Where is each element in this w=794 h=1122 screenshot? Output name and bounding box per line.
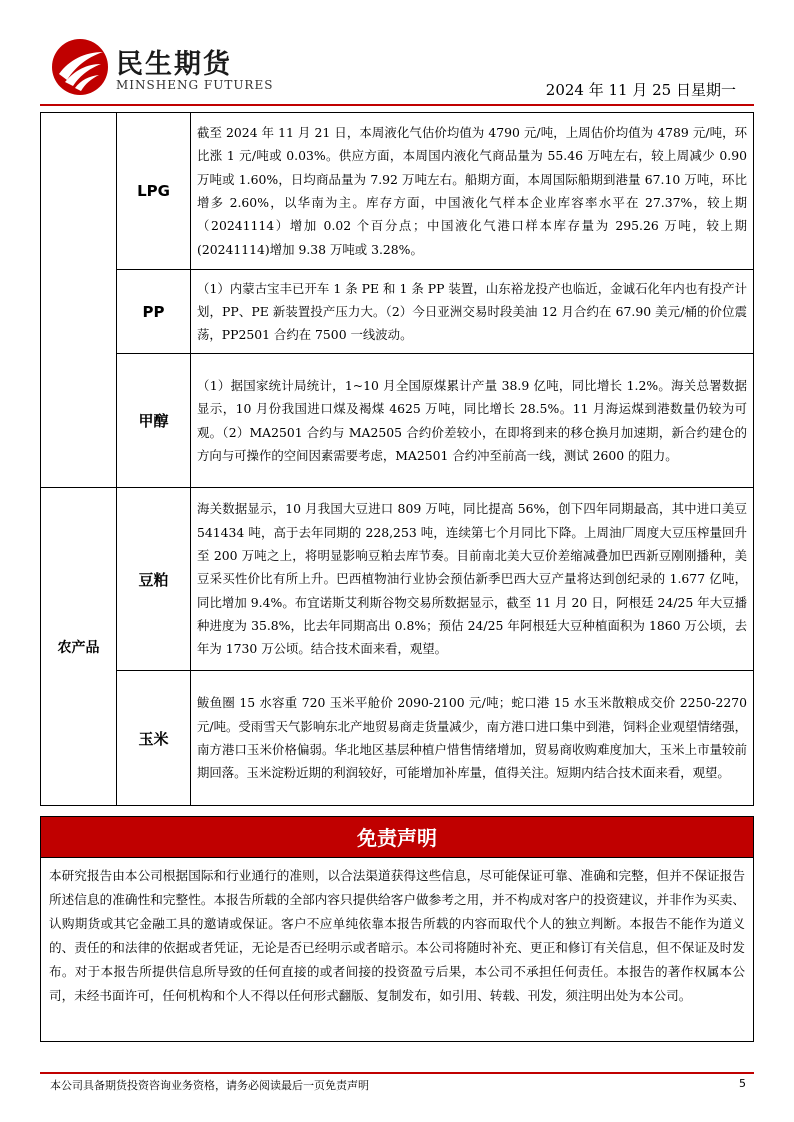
disclaimer-title: 免责声明 [40,816,754,858]
content-pp: （1）内蒙古宝丰已开车 1 条 PE 和 1 条 PP 装置，山东裕龙投产也临近，金诚石化年内也有投产计划，PP、PE 新装置投产压力大。（2）今日亚洲交易时段美油 12 月合约在 67.90 美元/桶的价位震荡，PP2501 合约在 7500 一线波动。 [191,270,754,354]
logo-text-en: MINSHENG FUTURES [116,78,274,92]
footer-note: 本公司具备期货投资咨询业务资格，请务必阅读最后一页免责声明 [50,1079,369,1092]
page-header [0,0,794,108]
category-agri: 农产品 [41,488,117,806]
header-divider [40,104,754,106]
content-soymeal: 海关数据显示，10 月我国大豆进口 809 万吨，同比提高 56%，创下四年同期最高，其中进口美豆 541434 吨，高于去年同期的 228,253 吨，连续第七个月同比下降。上周油厂周度大豆压榨量回升至 200 万吨之上，将明显影响豆粕去库节奏。目前南北美大豆价差缩减叠加巴西新豆刚刚播种，美豆采买性价比有所上升。巴西植物油行业协会预估新季巴西大豆产量将达到创纪录的 1.677 亿吨，同比增加 9.4%。布宜诺斯艾利斯谷物交易所数据显示，截至 11 月 20 日，阿根廷 24/25 年大豆播种进度为 35.8%，比去年同期高出 0.8%；预估 24/25 年阿根廷大豆种植面积为 1860 万公顷，去年为 1730 万公顷。结合技术面来看，观望。 [191,488,754,671]
product-soymeal: 豆粕 [117,488,191,671]
table-row [41,354,754,488]
product-methanol: 甲醇 [117,354,191,488]
minsheng-logo-icon [51,38,109,96]
report-date: 2024 年 11 月 25 日星期一 [545,81,736,99]
page-number: 5 [739,1077,746,1090]
product-pp: PP [117,270,191,354]
table-row [41,488,754,671]
content-methanol: （1）据国家统计局统计，1~10 月全国原煤累计产量 38.9 亿吨，同比增长 1.2%。海关总署数据显示，10 月份我国进口煤及褐煤 4625 万吨，同比增长 28.5%。11 月海运煤到港数量仍较为可观。（2）MA2501 合约与 MA2505 合约价差较小，在即将到来的移仓换月加速期，新合约建仓的方向与可操作的空间因素需要考虑，MA2501 合约冲至前高一线，测试 2600 的阻力。 [191,354,754,488]
commodity-table [40,112,754,806]
disclaimer-body: 本研究报告由本公司根据国际和行业通行的准则，以合法渠道获得这些信息，尽可能保证可靠、准确和完整，但并不保证报告所述信息的准确性和完整性。本报告所载的全部内容只提供给客户做参考之用，并不构成对客户的投资建议，并非作为买卖、认购期货或其它金融工具的邀请或保证。客户不应单纯依靠本报告所载的内容而取代个人的独立判断。本报告不能作为道义的、责任的和法律的依据或者凭证，无论是否已经明示或者暗示。本公司将随时补充、更正和修订有关信息，但不保证及时发布。对于本报告所提供信息所导致的任何直接的或者间接的投资盈亏后果，本公司不承担任何责任。本报告的著作权属本公司，未经书面许可，任何机构和个人不得以任何形式翻版、复制发布，如引用、转载、刊发，须注明出处为本公司。 [40,858,754,1042]
table-row [41,113,754,270]
product-corn: 玉米 [117,671,191,806]
category-cell [41,113,117,488]
content-corn: 鲅鱼圈 15 水容重 720 玉米平舱价 2090-2100 元/吨；蛇口港 15 水玉米散粮成交价 2250-2270 元/吨。受雨雪天气影响东北产地贸易商走货量减少，南方港口进口集中到港，饲料企业观望情绪强，南方港口玉米价格偏弱。华北地区基层种植户惜售情绪增加，贸易商收购难度加大，玉米上市量较前期回落。玉米淀粉近期的利润较好，可能增加补库量，值得关注。短期内结合技术面来看，观望。 [191,671,754,806]
table-row [41,671,754,806]
content-lpg: 截至 2024 年 11 月 21 日，本周液化气估价均值为 4790 元/吨，上周估价均值为 4789 元/吨，环比涨 1 元/吨或 0.03%。供应方面，本周国内液化气商品量为 55.46 万吨左右，较上周减少 0.90 万吨或 1.60%，日均商品量为 7.92 万吨左右。船期方面，本周国际船期到港量 67.10 万吨，环比增多 2.60%，以华南为主。库存方面，中国液化气样本企业库容率水平在 27.37%，较上期（20241114）增加 0.02 个百分点；中国液化气港口样本库存量为 295.26 万吨，较上期(20241114)增加 9.38 万吨或 3.28%。 [191,113,754,270]
product-lpg: LPG [117,113,191,270]
logo-text-cn: 民生期货 [116,49,232,80]
table-row [41,270,754,354]
footer-divider [40,1072,754,1074]
